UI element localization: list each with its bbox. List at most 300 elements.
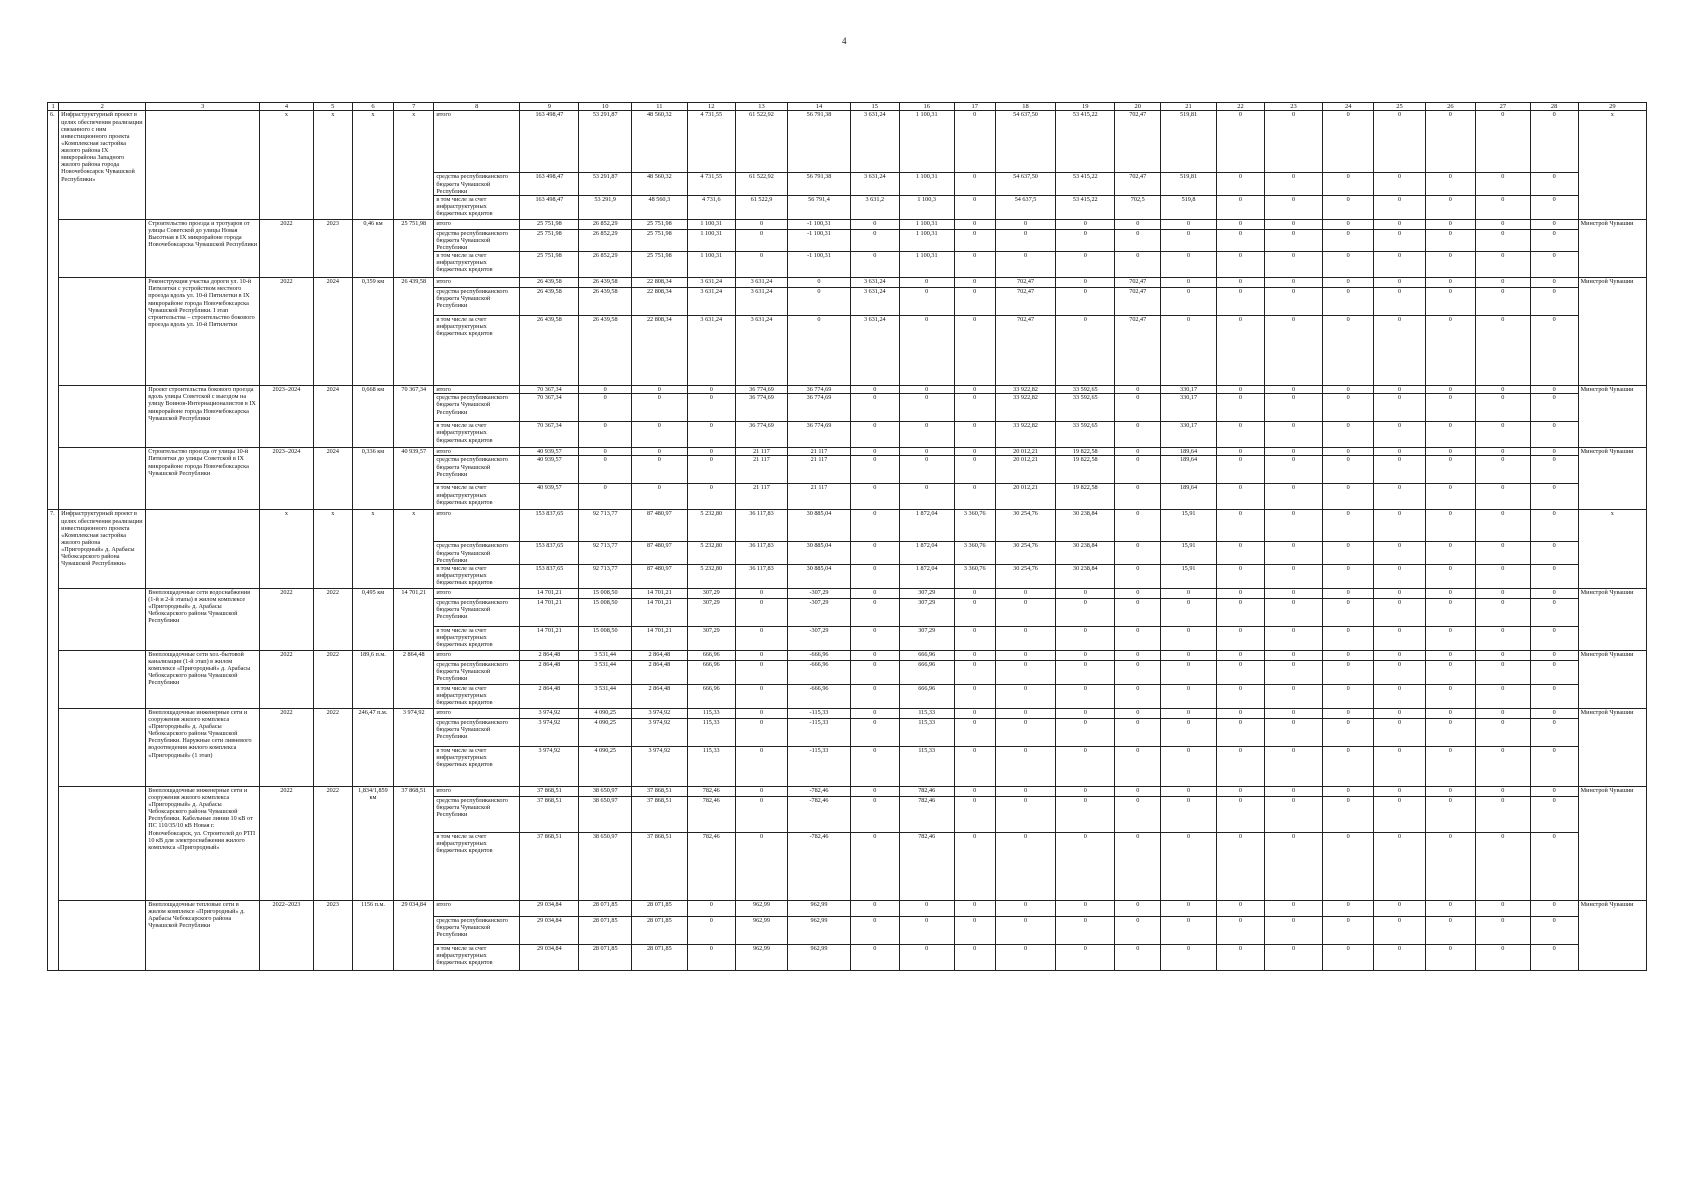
value-cell: 0 — [1216, 916, 1264, 944]
value-cell: 0 — [1216, 786, 1264, 796]
value-cell: 0 — [1530, 796, 1578, 832]
value-cell: -307,29 — [788, 626, 851, 650]
value-cell: 0 — [1323, 684, 1374, 708]
value-cell: 0 — [1323, 278, 1374, 288]
value-cell: 0 — [1056, 796, 1115, 832]
value-cell: 0 — [1056, 746, 1115, 786]
value-cell: 21 117 — [735, 484, 787, 510]
value-cell: 0 — [1530, 684, 1578, 708]
value-cell: 0 — [1475, 944, 1530, 970]
object-row — [48, 786, 1647, 796]
responsible: Минстрой Чувашии — [1578, 786, 1646, 900]
value-cell: 0 — [1216, 111, 1264, 173]
start-year: 2023–2024 — [260, 448, 314, 510]
value-cell: 0 — [850, 796, 899, 832]
value-cell: 0 — [850, 916, 899, 944]
value-cell: 0 — [1115, 650, 1161, 660]
object-row — [48, 708, 1647, 718]
value-cell: 0 — [735, 598, 787, 626]
value-cell: 0 — [1425, 173, 1475, 195]
value-cell: -1 100,31 — [788, 229, 851, 251]
value-cell: 0 — [995, 746, 1055, 786]
value-cell: 0 — [579, 394, 631, 422]
value-cell: 0 — [1530, 111, 1578, 173]
value-cell: 0 — [735, 684, 787, 708]
value-cell: 0 — [1374, 944, 1425, 970]
value-cell: 3 974,92 — [520, 708, 579, 718]
object-indent-blank — [59, 386, 146, 448]
value-cell: 0 — [899, 394, 954, 422]
value-cell: 0 — [1425, 796, 1475, 832]
column-number-11: 11 — [631, 103, 687, 111]
object-row — [48, 900, 1647, 916]
value-cell: 0 — [995, 219, 1055, 229]
value-cell: 0 — [1264, 219, 1322, 229]
value-cell: 0 — [954, 448, 995, 456]
value-cell: 4 731,6 — [687, 195, 735, 219]
value-cell: 0 — [1425, 484, 1475, 510]
value-cell: 0 — [899, 448, 954, 456]
financing-source: в том числе за счет инфраструктурных бюджетных кредитов — [434, 316, 520, 386]
value-cell: 0 — [1374, 900, 1425, 916]
value-cell: 0 — [954, 598, 995, 626]
value-cell: 36 774,69 — [788, 422, 851, 448]
value-cell: -666,96 — [788, 660, 851, 684]
value-cell: 20 012,21 — [995, 484, 1055, 510]
column-number-10: 10 — [579, 103, 631, 111]
value-cell: 0 — [1374, 564, 1425, 588]
value-cell: 3 974,92 — [520, 718, 579, 746]
value-cell: 0 — [1056, 288, 1115, 316]
value-cell: 0 — [1374, 598, 1425, 626]
column-number-16: 16 — [899, 103, 954, 111]
value-cell: 29 034,84 — [520, 944, 579, 970]
value-cell: 519,8 — [1161, 195, 1217, 219]
capacity: x — [352, 510, 393, 588]
value-cell: 702,47 — [1115, 173, 1161, 195]
value-cell: 0 — [1374, 456, 1425, 484]
financing-source: средства республиканского бюджета Чувашской Республики — [434, 288, 520, 316]
value-cell: 0 — [1161, 708, 1217, 718]
value-cell: 0 — [1475, 916, 1530, 944]
financing-source: средства республиканского бюджета Чувашской Республики — [434, 718, 520, 746]
capacity: 1156 п.м. — [352, 900, 393, 970]
value-cell: 0 — [850, 786, 899, 796]
financing-source: итого — [434, 650, 520, 660]
object-indent-blank — [59, 708, 146, 786]
value-cell: 26 439,58 — [579, 316, 631, 386]
value-cell: 0 — [1216, 564, 1264, 588]
financing-source: итого — [434, 386, 520, 394]
value-cell: 33 922,82 — [995, 386, 1055, 394]
value-cell: 0 — [954, 650, 995, 660]
financing-source: в том числе за счет инфраструктурных бюджетных кредитов — [434, 564, 520, 588]
value-cell: 0 — [954, 456, 995, 484]
value-cell: 666,96 — [899, 684, 954, 708]
financing-source: итого — [434, 448, 520, 456]
object-row — [48, 650, 1647, 660]
value-cell: 0 — [1115, 229, 1161, 251]
value-cell: 0 — [1475, 422, 1530, 448]
value-cell: 189,64 — [1161, 484, 1217, 510]
object-indent-blank — [59, 448, 146, 510]
object-indent-blank — [59, 588, 146, 650]
value-cell: 519,81 — [1161, 173, 1217, 195]
value-cell: 0 — [954, 219, 995, 229]
value-cell: 1 100,3 — [899, 195, 954, 219]
financing-source: средства республиканского бюджета Чувашской Республики — [434, 598, 520, 626]
value-cell: 0 — [1264, 944, 1322, 970]
value-cell: 0 — [1161, 832, 1217, 900]
value-cell: 0 — [1530, 626, 1578, 650]
value-cell: 0 — [954, 832, 995, 900]
responsible: x — [1578, 510, 1646, 588]
value-cell: -115,33 — [788, 746, 851, 786]
value-cell: 29 034,84 — [520, 900, 579, 916]
value-cell: 0 — [631, 386, 687, 394]
value-cell: 0 — [1374, 278, 1425, 288]
value-cell: 1 872,04 — [899, 510, 954, 542]
value-cell: 115,33 — [899, 708, 954, 718]
value-cell: 0 — [954, 316, 995, 386]
column-number-12: 12 — [687, 103, 735, 111]
value-cell: 0 — [735, 832, 787, 900]
value-cell: 0 — [1323, 944, 1374, 970]
value-cell: 0 — [1264, 542, 1322, 564]
financing-source: итого — [434, 708, 520, 718]
value-cell: 0 — [1216, 944, 1264, 970]
estimated-cost: x — [394, 111, 434, 219]
column-number-24: 24 — [1323, 103, 1374, 111]
financing-source: итого — [434, 900, 520, 916]
value-cell: 0 — [1374, 252, 1425, 278]
value-cell: 33 922,82 — [995, 422, 1055, 448]
value-cell: 0 — [1323, 386, 1374, 394]
value-cell: 37 868,51 — [520, 832, 579, 900]
value-cell: 92 713,77 — [579, 564, 631, 588]
value-cell: 0 — [1374, 718, 1425, 746]
value-cell: 20 012,21 — [995, 448, 1055, 456]
value-cell: -115,33 — [788, 708, 851, 718]
value-cell: 0 — [1056, 944, 1115, 970]
value-cell: 0 — [1425, 708, 1475, 718]
value-cell: 0 — [899, 422, 954, 448]
value-cell: 962,99 — [788, 944, 851, 970]
value-cell: 0 — [1475, 796, 1530, 832]
capacity: 0,359 км — [352, 278, 393, 386]
value-cell: 0 — [687, 394, 735, 422]
value-cell: 0 — [1216, 832, 1264, 900]
column-number-2: 2 — [59, 103, 146, 111]
value-cell: 26 852,29 — [579, 252, 631, 278]
object-indent-blank — [59, 650, 146, 708]
value-cell: 0 — [687, 916, 735, 944]
value-cell: 0 — [1530, 718, 1578, 746]
value-cell: 0 — [1264, 564, 1322, 588]
capacity: 0,668 км — [352, 386, 393, 448]
value-cell: 307,29 — [687, 626, 735, 650]
value-cell: 33 922,82 — [995, 394, 1055, 422]
value-cell: 5 232,80 — [687, 542, 735, 564]
value-cell: -307,29 — [788, 598, 851, 626]
value-cell: 1 100,31 — [899, 219, 954, 229]
value-cell: 782,46 — [899, 796, 954, 832]
value-cell: 0 — [1530, 448, 1578, 456]
value-cell: 0 — [954, 796, 995, 832]
financing-source: в том числе за счет инфраструктурных бюджетных кредитов — [434, 684, 520, 708]
value-cell: 0 — [1161, 916, 1217, 944]
responsible: Минстрой Чувашии — [1578, 708, 1646, 786]
value-cell: 0 — [850, 944, 899, 970]
value-cell: 0 — [850, 448, 899, 456]
object-name: Строительство проезда от улицы 10-й Пятилетки до улицы Советской в IX микрорайоне города Новочебоксарска Чувашской Республики — [146, 448, 260, 510]
value-cell: 22 808,34 — [631, 288, 687, 316]
value-cell: 0 — [954, 588, 995, 598]
value-cell: 0 — [1530, 229, 1578, 251]
value-cell: 0 — [954, 708, 995, 718]
value-cell: 0 — [1475, 564, 1530, 588]
value-cell: 0 — [954, 660, 995, 684]
value-cell: 21 117 — [735, 456, 787, 484]
value-cell: 0 — [1425, 564, 1475, 588]
estimated-cost: 26 439,58 — [394, 278, 434, 386]
value-cell: 702,47 — [1115, 288, 1161, 316]
value-cell: 0 — [954, 422, 995, 448]
value-cell: 0 — [1425, 422, 1475, 448]
value-cell: 1 100,31 — [899, 173, 954, 195]
value-cell: 0 — [735, 796, 787, 832]
value-cell: 0 — [899, 900, 954, 916]
value-cell: 0 — [1216, 708, 1264, 718]
value-cell: 0 — [899, 316, 954, 386]
value-cell: 0 — [1323, 708, 1374, 718]
financing-source: в том числе за счет инфраструктурных бюджетных кредитов — [434, 252, 520, 278]
value-cell: 70 367,34 — [520, 394, 579, 422]
value-cell: 3 974,92 — [520, 746, 579, 786]
value-cell: 0 — [1323, 394, 1374, 422]
value-cell: 30 254,76 — [995, 542, 1055, 564]
value-cell: 0 — [995, 718, 1055, 746]
value-cell: 0 — [687, 944, 735, 970]
capacity: 246,47 п.м. — [352, 708, 393, 786]
value-cell: 0 — [1425, 944, 1475, 970]
value-cell: 0 — [850, 542, 899, 564]
end-year: 2023 — [313, 900, 352, 970]
value-cell: 0 — [1323, 626, 1374, 650]
end-year: 2024 — [313, 386, 352, 448]
value-cell: 0 — [1216, 598, 1264, 626]
value-cell: 330,17 — [1161, 386, 1217, 394]
value-cell: 0 — [1475, 456, 1530, 484]
value-cell: 0 — [1425, 900, 1475, 916]
financing-source: итого — [434, 786, 520, 796]
value-cell: 87 480,97 — [631, 564, 687, 588]
project-number: 6. — [48, 111, 59, 510]
value-cell: 0 — [850, 832, 899, 900]
value-cell: 0 — [1264, 684, 1322, 708]
value-cell: 666,96 — [899, 660, 954, 684]
object-name: Реконструкция участка дороги ул. 10-й Пятилетки с устройством местного проезда вдоль ул. 10-й Пятилетки в IX микрорайоне города Новочебоксарска Чувашской Республики. I этап строительства – строительство бокового проезда вдоль ул. 10-й Пятилетки — [146, 278, 260, 386]
value-cell: 0 — [1425, 278, 1475, 288]
value-cell: 0 — [1264, 456, 1322, 484]
value-cell: 0 — [850, 746, 899, 786]
column-number-14: 14 — [788, 103, 851, 111]
value-cell: 4 090,25 — [579, 746, 631, 786]
end-year: 2024 — [313, 278, 352, 386]
value-cell: 37 868,51 — [520, 796, 579, 832]
value-cell: 115,33 — [687, 718, 735, 746]
value-cell: 22 808,34 — [631, 278, 687, 288]
value-cell: 37 868,51 — [631, 832, 687, 900]
value-cell: 0 — [1530, 456, 1578, 484]
value-cell: 0 — [899, 456, 954, 484]
value-cell: 5 232,80 — [687, 564, 735, 588]
value-cell: 666,96 — [687, 660, 735, 684]
value-cell: 0 — [1264, 173, 1322, 195]
value-cell: 26 439,58 — [520, 288, 579, 316]
value-cell: 0 — [850, 510, 899, 542]
value-cell: 0 — [850, 588, 899, 598]
value-cell: 3 360,76 — [954, 564, 995, 588]
value-cell: 0 — [1216, 796, 1264, 832]
financing-source: средства республиканского бюджета Чувашской Республики — [434, 916, 520, 944]
value-cell: 3 531,44 — [579, 660, 631, 684]
value-cell: 36 117,83 — [735, 542, 787, 564]
value-cell: 36 774,69 — [735, 386, 787, 394]
column-number-22: 22 — [1216, 103, 1264, 111]
value-cell: 3 631,24 — [687, 288, 735, 316]
value-cell: 0 — [1530, 510, 1578, 542]
value-cell: 0 — [1323, 448, 1374, 456]
value-cell: 0 — [995, 684, 1055, 708]
value-cell: 3 631,24 — [687, 316, 735, 386]
capacity: 0,495 км — [352, 588, 393, 650]
column-number-20: 20 — [1115, 103, 1161, 111]
value-cell: 0 — [1530, 564, 1578, 588]
value-cell: 26 439,58 — [520, 278, 579, 288]
value-cell: 163 498,47 — [520, 173, 579, 195]
value-cell: 0 — [1323, 598, 1374, 626]
value-cell: 0 — [1216, 316, 1264, 386]
value-cell: 0 — [954, 278, 995, 288]
value-cell: 962,99 — [735, 916, 787, 944]
value-cell: 0 — [1530, 316, 1578, 386]
value-cell: 0 — [1323, 786, 1374, 796]
value-cell: 0 — [1475, 316, 1530, 386]
value-cell: 38 650,97 — [579, 786, 631, 796]
value-cell: 0 — [1161, 660, 1217, 684]
value-cell: 0 — [1425, 718, 1475, 746]
value-cell: 0 — [1115, 394, 1161, 422]
value-cell: 40 939,57 — [520, 456, 579, 484]
value-cell: 0 — [1115, 386, 1161, 394]
value-cell: 702,47 — [1115, 278, 1161, 288]
value-cell: 307,29 — [899, 588, 954, 598]
capacity: 1,834/1,859 км — [352, 786, 393, 900]
value-cell: 0 — [579, 484, 631, 510]
value-cell: 3 631,24 — [850, 316, 899, 386]
value-cell: 0 — [1115, 832, 1161, 900]
value-cell: 2 864,48 — [520, 660, 579, 684]
value-cell: 0 — [995, 708, 1055, 718]
value-cell: 1 872,04 — [899, 564, 954, 588]
value-cell: 0 — [995, 660, 1055, 684]
value-cell: 0 — [1425, 660, 1475, 684]
value-cell: 3 631,24 — [735, 278, 787, 288]
value-cell: 0 — [1475, 900, 1530, 916]
value-cell: 61 522,92 — [735, 111, 787, 173]
value-cell: 0 — [1216, 394, 1264, 422]
value-cell: 0 — [1374, 386, 1425, 394]
value-cell: 0 — [687, 456, 735, 484]
value-cell: -307,29 — [788, 588, 851, 598]
value-cell: 0 — [995, 796, 1055, 832]
value-cell: 0 — [1264, 588, 1322, 598]
value-cell: 0 — [1475, 746, 1530, 786]
value-cell: 0 — [850, 484, 899, 510]
value-cell: 0 — [735, 786, 787, 796]
value-cell: 14 701,21 — [520, 598, 579, 626]
value-cell: 0 — [1323, 510, 1374, 542]
column-number-1: 1 — [48, 103, 59, 111]
value-cell: 0 — [1161, 598, 1217, 626]
value-cell: 0 — [1530, 598, 1578, 626]
value-cell: 0 — [1216, 173, 1264, 195]
value-cell: -782,46 — [788, 796, 851, 832]
value-cell: 0 — [954, 288, 995, 316]
value-cell: 0 — [1056, 219, 1115, 229]
value-cell: 0 — [1374, 111, 1425, 173]
value-cell: 189,64 — [1161, 448, 1217, 456]
estimated-cost: 2 864,48 — [394, 650, 434, 708]
value-cell: 0 — [1264, 316, 1322, 386]
value-cell: 3 974,92 — [631, 718, 687, 746]
value-cell: 0 — [1425, 219, 1475, 229]
value-cell: 19 822,58 — [1056, 456, 1115, 484]
value-cell: 25 751,98 — [520, 219, 579, 229]
start-year: 2022 — [260, 588, 314, 650]
value-cell: 0 — [1425, 832, 1475, 900]
value-cell: 53 415,22 — [1056, 195, 1115, 219]
value-cell: 4 090,25 — [579, 718, 631, 746]
value-cell: 0 — [1264, 510, 1322, 542]
value-cell: 56 791,38 — [788, 111, 851, 173]
value-cell: 0 — [1323, 173, 1374, 195]
start-year: 2022 — [260, 278, 314, 386]
value-cell: 36 774,69 — [735, 422, 787, 448]
value-cell: 0 — [1115, 588, 1161, 598]
value-cell: 0 — [1475, 718, 1530, 746]
value-cell: 0 — [631, 394, 687, 422]
value-cell: 0 — [631, 448, 687, 456]
value-cell: 3 631,2 — [850, 195, 899, 219]
value-cell: 0 — [1216, 684, 1264, 708]
value-cell: 0 — [1530, 542, 1578, 564]
value-cell: 0 — [631, 456, 687, 484]
value-cell: 33 592,65 — [1056, 386, 1115, 394]
value-cell: 0 — [1374, 684, 1425, 708]
value-cell: 21 117 — [735, 448, 787, 456]
value-cell: 0 — [1530, 219, 1578, 229]
value-cell: 2 864,48 — [520, 684, 579, 708]
value-cell: 3 531,44 — [579, 650, 631, 660]
value-cell: 0 — [1161, 796, 1217, 832]
value-cell: 0 — [1530, 588, 1578, 598]
value-cell: 0 — [1530, 288, 1578, 316]
value-cell: 20 012,21 — [995, 456, 1055, 484]
value-cell: 36 117,83 — [735, 564, 787, 588]
value-cell: -1 100,31 — [788, 252, 851, 278]
